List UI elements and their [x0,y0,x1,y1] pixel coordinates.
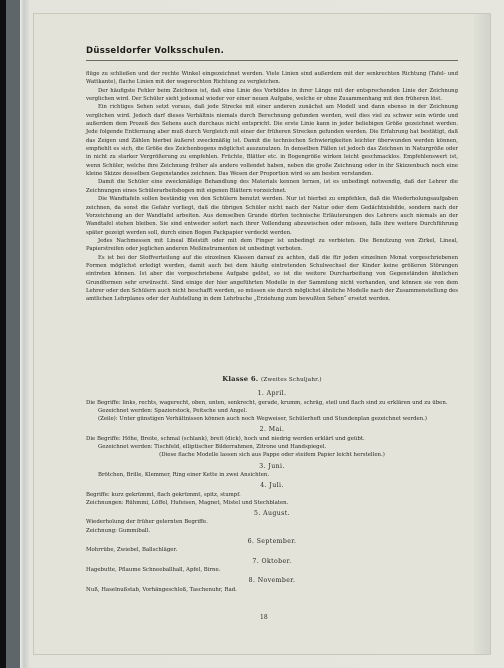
month-heading: 8. November. [248,577,296,585]
schedule-line: Zeichnung: Gummiball. [86,527,151,534]
schedule-line: Gezeichnet werden: Spazierstock, Peitsche und Angel. [98,407,248,414]
month-heading: 2. Mai. [259,426,285,434]
body-paragraph: Es ist bei der Stoffverteilung auf die einzelnen Klassen darauf zu achten, daß die für jeden einzelnen Monat vorgeschriebenen Formen möglichst erledigt werden, damit auch bei dem häufig eintretenden Schulwechsel der Kinder keine größeren Störungen eintreten können. Ist aber die vorgeschriebene Aufgabe gelöst, so ist die weitere Durcharbeitung von Gegenständen ähnlichen Grundformen sehr erwünscht. Sind einige der hier angeführten Modelle in der Sammlung nicht vorhanden, und können sie von dem Lehrer oder den Schülern auch nicht beschafft werden, so müssen sie durch möglichst ähnliche Modelle nach der Zusammenstellung des amtlichen Lehrplanes oder der Aufstellung in dem Lehrbuche „Erziehung zum bewußten Sehen“ ersetzt werden. [86,254,458,303]
class-heading [86,375,458,384]
month-heading: 7. Oktober. [252,557,292,565]
schedule-line: Gezeichnet werden: Tischfeld, elliptischer Bilderrahmen, Zitrone und Handspiegel. [98,444,327,451]
schedule-line: Nuß, Haselnußstab, Vorhängeschloß, Taschenuhr, Rad. [86,586,237,593]
body-paragraph: Jedes Nachmessen mit Lineal Bleistift oder mit dem Finger ist unbedingt zu verbieten. Die Benutzung von Zirkel, Lineal, Papierstreifen oder jeglichen anderen Meßinstrumenten ist unbedingt verboten. [86,237,458,253]
month-heading: 6. September. [247,538,297,546]
class-title: Klasse 6. [222,375,259,383]
schedule-line: Zeichnungen: Rühmmi, Löffel, Hufeisen, Magnet, Mistel und Stechblaten. [86,499,289,506]
month-heading: 3. Juni. [259,462,285,470]
class-subtitle: (Zweites Schuljahr.) [260,377,322,383]
monthly-schedule [86,375,458,594]
page-number: 18 [260,614,268,621]
body-text [86,70,458,304]
schedule-line: (Zeile): Unter günstigen Verhältnissen können auch noch Wegweiser, Schülerheft und Stundenplan gezeichnet werden.) [98,416,427,423]
schedule-line: Die Begriffe: links, rechts, wagerecht, oben, unten, senkrecht, gerade, krumm, schräg, steil und flach sind zu erklären und zu üben. [86,399,448,406]
month-heading: 5. August. [254,510,290,518]
body-paragraph: Die Wandtafeln sollen beständig von den Schülern benutzt werden. Nur ist hierbei zu empfehlen, daß die Wiederholungsaufgaben zeichnen, da sonst die Gefahr vorliegt, daß die übrigen Schüler nicht nach der Natur oder dem Gedächtnisbilde, sondern nach der Vorzeichnung an der Wandtafel arbeiten. Aus demselben Grunde dürfen technische Erläuterungen des Lehrers auch niemals an der Wandtafel stehen bleiben. Sie sind entweder sofort nach ihrer Vollendung abzuwischen oder müssen, falls ihre weitere Durchführung später gezeigt werden soll, durch einen Bogen Packpapier verdeckt werden. [86,196,458,236]
body-paragraph: Ein richtiges Sehen setzt voraus, daß jede Strecke mit einer anderen zunächst am Modell und dann ebenso in der Zeichnung verglichen wird. Jedoch darf dieses Verhältnis niemals durch Berechnung gefunden werden, weil dies viel zu schwer sein würde und außerdem dem Prozeß des Sehens auch durchaus nicht entspricht. Die erste Linie kann in jeder beliebigen Größe gezeichnet werden. Jede folgende Entfernung aber muß durch Vergleich mit einer der früheren Strecken gefunden werden. Die Erfahrung hat bestätigt, daß das Zeigen und Zählen hierbei äußerst zweckmäßig ist. Damit die technischen Schwierigkeiten leichter überwunden werden können, empfiehlt es sich, die Größe des Zeichenbogens möglichst auszunutzen. In denselben Fällen ist jedoch das Zeichnen in Naturgröße oder in nicht zu starker Vergrößerung zu empfehlen. Früchte, Blätter etc. in Bogengröße wirken leicht geschmacklos. Empfehlenswert ist, wenn Schüler, welche ihre Zeichnung früher als andere vollendet haben, neben die große Zeichnung oder in ihr Skizzenbuch noch eine kleine Skizze desselben Gegenstandes zeichnen. Das Wesen der Proportion wird so am besten verstanden. [86,104,458,178]
body-paragraph: Der häufigste Fehler beim Zeichnen ist, daß eine Linie des Vorbildes in ihrer Länge mit der entsprechenden Linie der Zeichnung verglichen wird. Der Schüler sieht jedesmal wieder vor einer neuen Aufgabe, welche er ohne Zusammenhang mit den früheren löst. [86,87,458,103]
page-header: Düsseldorfer Volksschulen. [86,46,225,56]
schedule-line: Begriffe: kurz gekrümmt, flach gekrümmt, spitz, stumpf. [86,491,241,498]
schedule-line: Mohrrübe, Zwiebel, Ballschläger. [86,547,178,554]
header-rule [86,60,458,61]
schedule-line: Die Begriffe: Höhe, Breite, schmal (schlank), breit (dick), hoch und niedrig werden erklärt und geübt. [86,435,365,442]
schedule-line: Wiederholung der früher gelernten Begriffe. [86,519,208,526]
month-heading: 4. Juli. [260,482,284,490]
body-paragraph: flüge zu schließen und der rechte Winkel eingezeichnet werden. Viele Linien sind außerdem mit der senkrechten Richtung (Tafel- und Wattkante), flache Linien mit der wagerechten Richtung zu vergleichen. [86,71,458,86]
page-right-edge [474,14,490,654]
schedule-line: Brötchen, Brille, Klemmer, Ring einer Kette in zwei Ansichten. [98,471,270,478]
book-binding-strip [6,0,20,668]
month-heading: 1. April. [257,390,287,398]
schedule-line: (Diese flache Modelle lassen sich aus Pappe oder steifem Papier leicht herstellen.) [159,452,385,459]
body-paragraph: Damit die Schüler eine zweckmäßige Behandlung des Materials kennen lernen, ist es unbedingt notwendig, daß der Lehrer die Zeichnungen eines Schülerarbeitsbogen mit eigenen Blättern vorzeichnet. [86,179,458,194]
schedule-line: Hagebutte, Pflaume Schneeballhall, Apfel, Birne. [86,566,221,573]
